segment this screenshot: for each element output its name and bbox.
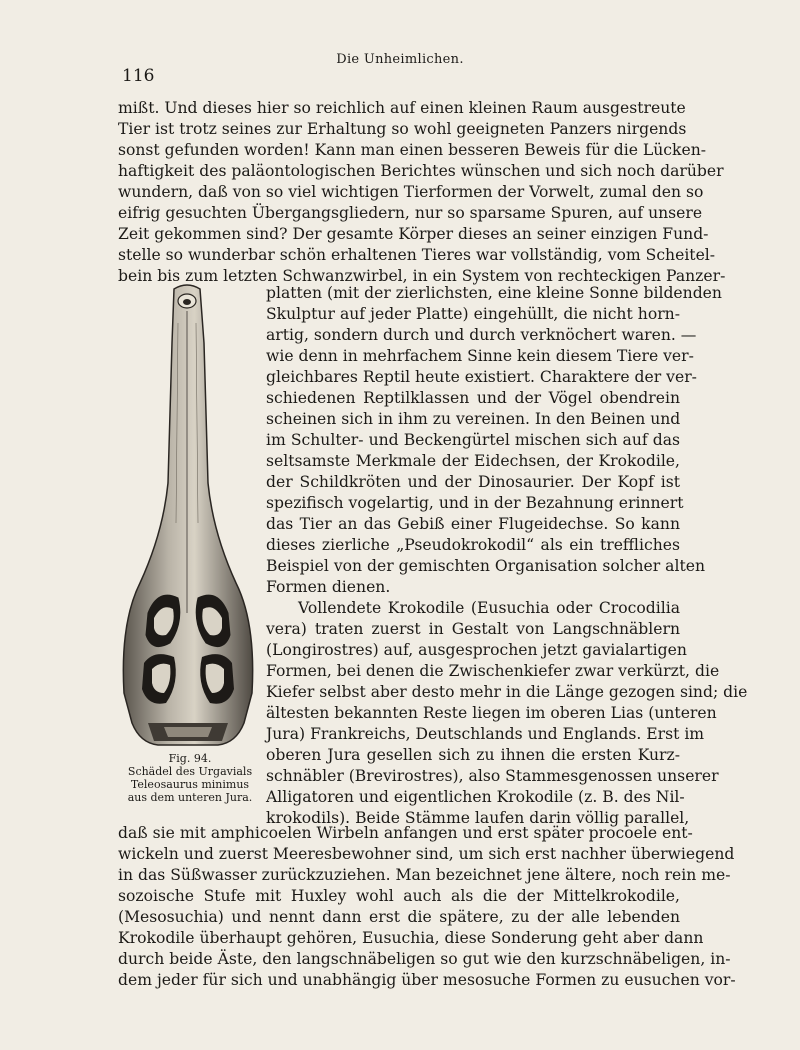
caption-line: Teleosaurus minimus bbox=[130, 778, 250, 791]
text-line: im Schulter- und Beckengürtel mischen sich auf das bbox=[266, 431, 680, 449]
text-line: vera) traten zuerst in Gestalt von Langschnäblern bbox=[266, 620, 680, 638]
text-line: wie denn in mehrfachem Sinne kein diesem Tiere ver- bbox=[266, 347, 694, 365]
text-line: durch beide Äste, den langschnäbeligen so gut wie den kurzschnäbeligen, in- bbox=[118, 950, 731, 968]
text-line: Tier ist trotz seines zur Erhaltung so wohl geeigneten Panzers nirgends bbox=[118, 120, 687, 138]
text-line: bein bis zum letzten Schwanzwirbel, in ein System von rechteckigen Panzer- bbox=[118, 267, 726, 285]
text-line: Skulptur auf jeder Platte) eingehüllt, die nicht horn- bbox=[266, 305, 680, 323]
text-bottom bbox=[118, 823, 736, 991]
text-line: (Longirostres) auf, ausgesprochen jetzt gavialartigen bbox=[266, 641, 687, 659]
figure-caption bbox=[112, 752, 268, 804]
text-line: in das Süßwasser zurückzuziehen. Man bezeichnet jene ältere, noch rein me- bbox=[118, 866, 731, 884]
text-line: Formen, bei denen die Zwischenkiefer zwar verkürzt, die bbox=[266, 662, 720, 680]
text-wrapped bbox=[266, 283, 748, 829]
text-line: schiedenen Reptilklassen und der Vögel obendrein bbox=[266, 389, 680, 407]
text-line: haftigkeit des paläontologischen Berichtes wünschen und sich noch darüber bbox=[118, 162, 724, 180]
text-line: der Schildkröten und der Dinosaurier. Der Kopf ist bbox=[266, 473, 680, 491]
text-line: Krokodile überhaupt gehören, Eusuchia, diese Sonderung geht aber dann bbox=[118, 929, 704, 947]
text-line: gleichbares Reptil heute existiert. Charaktere der ver- bbox=[266, 368, 697, 386]
caption-line: aus dem unteren Jura. bbox=[127, 791, 253, 804]
text-line: mißt. Und dieses hier so reichlich auf einen kleinen Raum ausgestreute bbox=[118, 99, 686, 117]
text-line: wundern, daß von so viel wichtigen Tierformen der Vorwelt, zumal den so bbox=[118, 183, 704, 201]
text-line: wickeln und zuerst Meeresbewohner sind, um sich erst nachher überwiegend bbox=[118, 845, 735, 863]
text-line: sonst gefunden worden! Kann man einen besseren Beweis für die Lücken- bbox=[118, 141, 707, 159]
text-line: (Mesosuchia) und nennt dann erst die spätere, zu der alle lebenden bbox=[118, 908, 680, 926]
text-line: Vollendete Krokodile (Eusuchia oder Crocodilia bbox=[298, 599, 680, 617]
text-line: krokodils). Beide Stämme laufen darin völlig parallel, bbox=[266, 809, 690, 827]
text-line: eifrig gesuchten Übergangsgliedern, nur so sparsame Spuren, auf unsere bbox=[118, 204, 703, 222]
text-line: daß sie mit amphicoelen Wirbeln anfangen und erst später procoele ent- bbox=[118, 824, 693, 842]
text-line: schnäbler (Brevirostres), also Stammesgenossen unserer bbox=[266, 767, 719, 785]
text-line: Zeit gekommen sind? Der gesamte Körper dieses an seiner einzigen Fund- bbox=[118, 225, 709, 243]
text-line: seltsamste Merkmale der Eidechsen, der Krokodile, bbox=[266, 452, 680, 470]
text-line: Kiefer selbst aber desto mehr in die Länge gezogen sind; die bbox=[266, 683, 748, 701]
caption-line: Schädel des Urgavials bbox=[127, 765, 253, 778]
text-line: Jura) Frankreichs, Deutschlands und Englands. Erst im bbox=[266, 725, 705, 743]
skull-illustration bbox=[118, 283, 258, 753]
text-line: scheinen sich in ihm zu vereinen. In den Beinen und bbox=[266, 410, 681, 428]
text-line: spezifisch vogelartig, und in der Bezahnung erinnert bbox=[266, 494, 684, 512]
text-line: platten (mit der zierlichsten, eine kleine Sonne bildenden bbox=[266, 284, 722, 302]
figure-label: Fig. 94. bbox=[168, 752, 212, 765]
running-head: Die Unheimlichen. bbox=[336, 52, 464, 67]
page-number: 116 bbox=[122, 66, 155, 86]
text-line: artig, sondern durch und durch verknöchert waren. — bbox=[266, 326, 697, 344]
text-line: dieses zierliche „Pseudokrokodil“ als ein treffliches bbox=[266, 536, 680, 554]
text-line: das Tier an das Gebiß einer Flugeidechse. So kann bbox=[266, 515, 680, 533]
text-line: stelle so wunderbar schön erhaltenen Tieres war vollständig, vom Scheitel- bbox=[118, 246, 716, 264]
text-line: oberen Jura gesellen sich zu ihnen die ersten Kurz- bbox=[266, 746, 680, 764]
text-line: Alligatoren und eigentlichen Krokodile (z. B. des Nil- bbox=[266, 788, 685, 806]
text-line: ältesten bekannten Reste liegen im oberen Lias (unteren bbox=[266, 704, 717, 722]
text-line: dem jeder für sich und unabhängig über mesosuche Formen zu eusuchen vor- bbox=[118, 971, 736, 989]
text-line: Formen dienen. bbox=[266, 578, 391, 596]
skull-icon bbox=[118, 283, 258, 753]
text-line: sozoische Stufe mit Huxley wohl auch als die der Mittelkrokodile, bbox=[118, 887, 680, 905]
text-top bbox=[118, 98, 726, 287]
text-line: Beispiel von der gemischten Organisation solcher alten bbox=[266, 557, 706, 575]
